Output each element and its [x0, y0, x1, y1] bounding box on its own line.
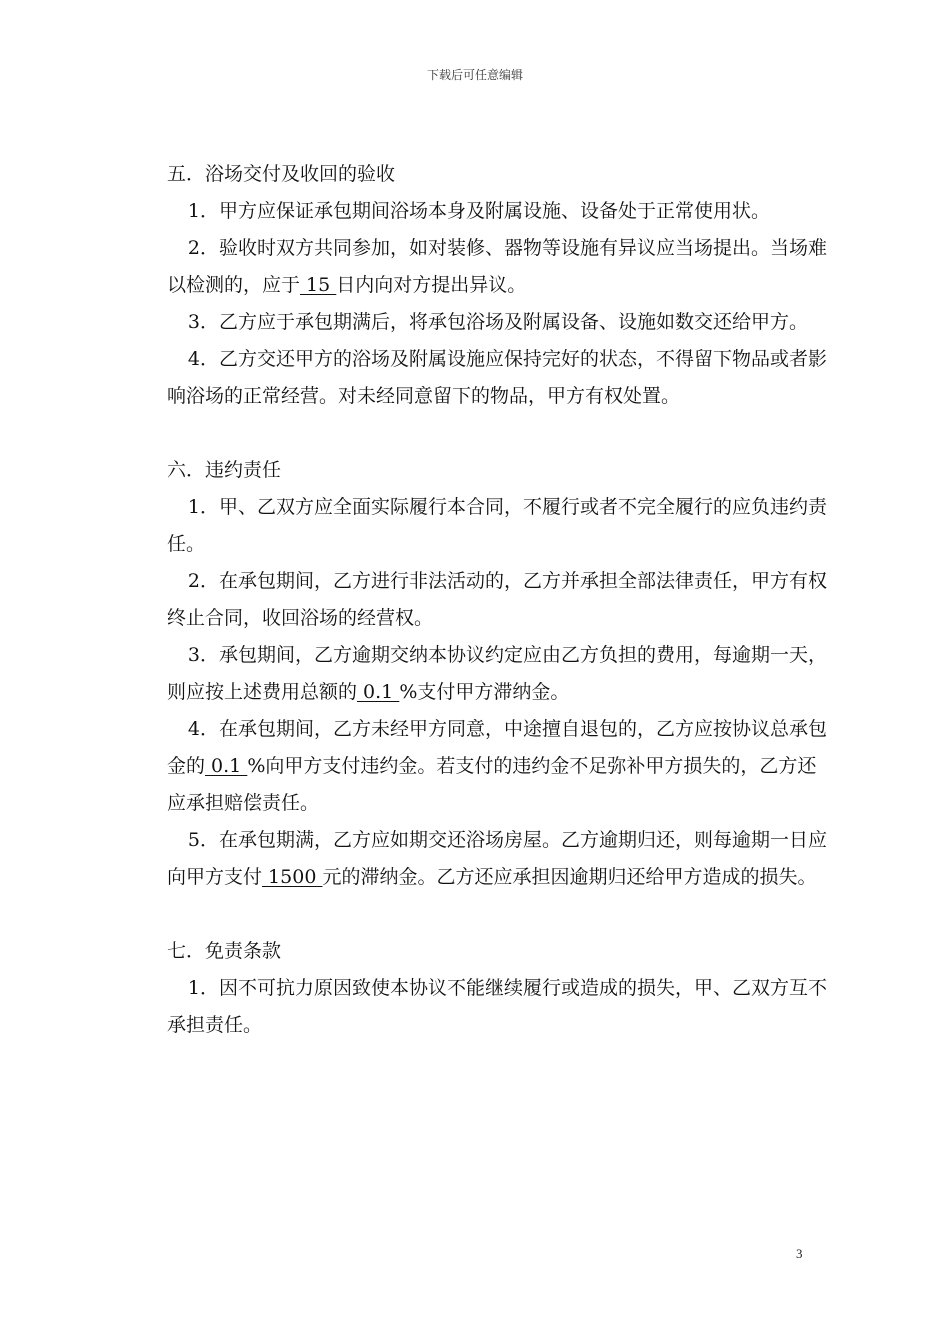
filled-blank: 15	[300, 274, 337, 296]
section-liability	[167, 452, 827, 896]
filled-blank: 1500	[262, 866, 323, 888]
section-title: 六．违约责任	[167, 459, 282, 481]
clause-text: 3．承包期间，乙方逾期交纳本协议约定应由乙方负担的费用，每逾期一天，则应按上述费用总额的	[167, 644, 827, 703]
page-header: 下载后可任意编辑	[426, 68, 523, 82]
section-gap	[167, 896, 827, 933]
section-title: 七．免责条款	[167, 940, 282, 962]
page-number: 3	[796, 1246, 803, 1261]
clause-text: 5．在承包期满，乙方应如期交还浴场房屋。乙方逾期归还，则每逾期一日应向甲方支付	[167, 829, 827, 888]
clause-text: 4．在承包期间，乙方未经甲方同意，中途擅自退包的，乙方应按协议总承包金的	[167, 718, 827, 777]
clause-paragraph	[167, 711, 827, 822]
clause-paragraph: 2．在承包期间，乙方进行非法活动的，乙方并承担全部法律责任，甲方有权终止合同，收回浴场的经营权。	[167, 570, 827, 629]
clause-paragraph	[167, 822, 827, 896]
filled-blank: 0.1	[357, 681, 400, 703]
clause-text: 2．验收时双方共同参加，如对装修、器物等设施有异议应当场提出。当场难以检测的，应于	[167, 237, 827, 296]
clause-paragraph: 1．甲方应保证承包期间浴场本身及附属设施、设备处于正常使用状。	[187, 200, 770, 222]
section-gap	[167, 415, 827, 452]
document-body	[167, 156, 827, 1044]
clause-paragraph	[167, 637, 827, 711]
filled-blank: 0.1	[205, 755, 248, 777]
section-exemption	[167, 933, 827, 1044]
clause-paragraph: 3．乙方应于承包期满后，将承包浴场及附属设备、设施如数交还给甲方。	[187, 311, 808, 333]
clause-paragraph	[167, 230, 827, 304]
clause-text: %向甲方支付违约金。若支付的违约金不足弥补甲方损失的，乙方还应承担赔偿责任。	[167, 755, 817, 814]
clause-paragraph: 1．甲、乙双方应全面实际履行本合同，不履行或者不完全履行的应负违约责任。	[167, 496, 827, 555]
section-title: 五．浴场交付及收回的验收	[167, 163, 396, 185]
clause-paragraph: 4．乙方交还甲方的浴场及附属设施应保持完好的状态，不得留下物品或者影响浴场的正常经营。对未经同意留下的物品，甲方有权处置。	[167, 348, 827, 407]
clause-paragraph: 1．因不可抗力原因致使本协议不能继续履行或造成的损失，甲、乙双方互不承担责任。	[167, 977, 827, 1036]
clause-text: 日内向对方提出异议。	[336, 274, 527, 296]
section-acceptance	[167, 156, 827, 415]
clause-text: %支付甲方滞纳金。	[399, 681, 570, 703]
clause-text: 元的滞纳金。乙方还应承担因逾期归还给甲方造成的损失。	[322, 866, 817, 888]
